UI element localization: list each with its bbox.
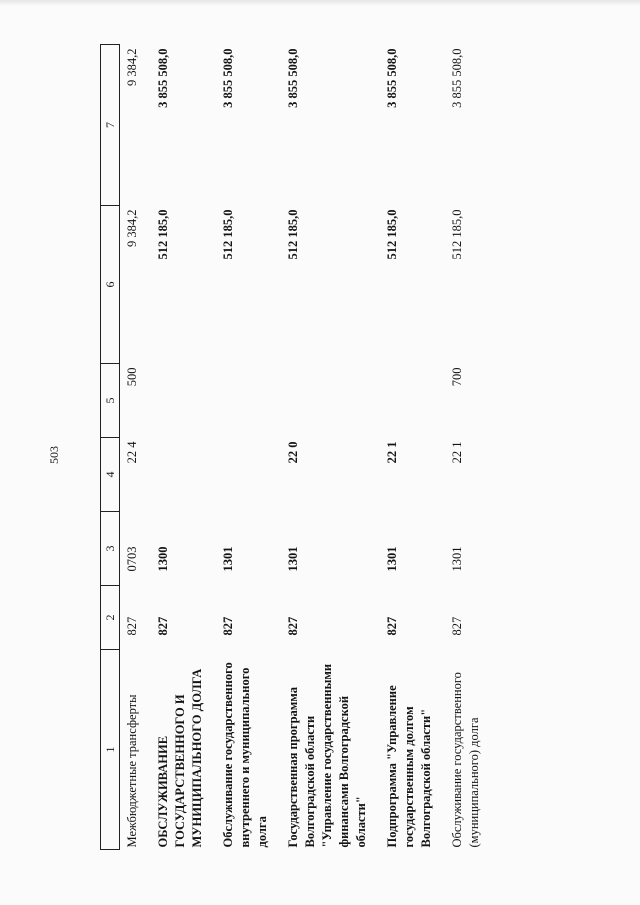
cell-amount-col7: 3 855 508,0 [156,48,170,108]
row-name: Обслуживание государственного внутреннего и муниципального долга [221,662,269,848]
cell-amount-col6: 512 185,0 [450,209,464,260]
cell-amount-col7: 3 855 508,0 [221,48,235,108]
cell-amount-col6: 9 384,2 [125,209,139,247]
header-col-1: 1 [101,650,120,850]
table-row [216,45,281,850]
cell-ministry-code: 827 [156,616,170,636]
cell-expense-type [281,364,380,438]
header-col-6: 6 [101,206,120,364]
cell-amount-col6: 512 185,0 [286,209,300,260]
cell-ministry-code: 827 [385,616,399,636]
table-row [151,45,216,850]
cell-ministry-code: 827 [450,616,464,636]
cell-amount-col7: 3 855 508,0 [286,48,300,108]
cell-amount-col6: 512 185,0 [221,209,235,260]
cell-ministry-code: 827 [125,616,139,636]
cell-amount-col7: 3 855 508,0 [450,48,464,108]
cell-section-code: 0703 [125,546,139,572]
table-row [380,45,445,850]
cell-section-code: 1301 [221,546,235,572]
cell-target-code: 22 0 [286,441,300,464]
cell-expense-type: 700 [450,367,464,387]
header-col-5: 5 [101,364,120,438]
cell-section-code: 1301 [385,546,399,572]
cell-section-code: 1301 [286,546,300,572]
row-name: Государственная программа Волгоградской области "Управление государственными финансами Волгоградской области" [286,663,368,848]
cell-target-code [151,438,216,512]
row-name: Подпрограмма "Управление государственным долгом Волгоградской области" [385,685,433,848]
cell-section-code: 1301 [450,546,464,572]
scan-edge [0,0,640,6]
header-col-3: 3 [101,512,120,586]
cell-amount-col7: 9 384,2 [125,48,139,86]
cell-expense-type: 500 [125,367,139,387]
header-col-7: 7 [101,45,120,206]
header-col-2: 2 [101,586,120,650]
cell-expense-type [151,364,216,438]
cell-section-code: 1300 [156,546,170,572]
cell-amount-col6: 512 185,0 [385,209,399,260]
table-row [281,45,380,850]
cell-ministry-code: 827 [221,616,235,636]
budget-table [100,44,493,850]
cell-target-code [216,438,281,512]
header-col-4: 4 [101,438,120,512]
cell-target-code: 22 4 [125,441,139,464]
cell-expense-type [216,364,281,438]
cell-amount-col6: 512 185,0 [156,209,170,260]
cell-expense-type [380,364,445,438]
cell-ministry-code: 827 [286,616,300,636]
cell-target-code: 22 1 [450,441,464,464]
row-name: Межбюджетные трансферты [125,694,139,848]
row-name: ОБСЛУЖИВАНИЕ ГОСУДАРСТВЕННОГО И МУНИЦИПАЛЬНОГО ДОЛГА [156,668,204,848]
rotated-table-container [100,45,604,850]
page-number: 503 [47,446,61,464]
header-row [101,45,120,850]
table-row [445,45,493,850]
row-name: Обслуживание государственного (муниципального) долга [450,672,481,848]
table-row [120,45,152,850]
cell-target-code: 22 1 [385,441,399,464]
cell-amount-col7: 3 855 508,0 [385,48,399,108]
